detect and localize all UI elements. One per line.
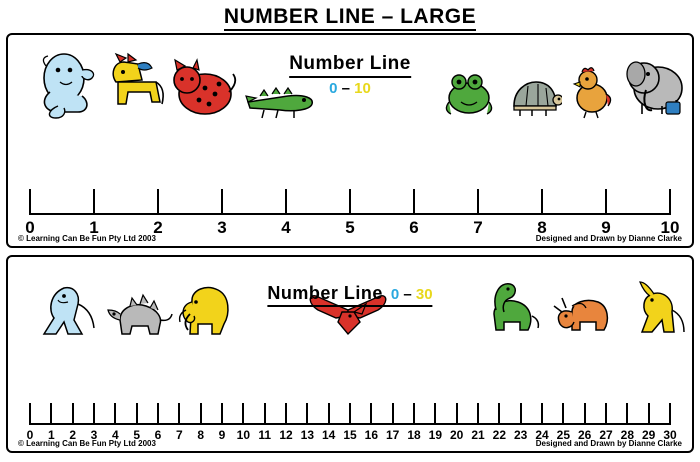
tick-mark xyxy=(178,403,180,425)
tick-label: 29 xyxy=(641,428,656,442)
tick-label: 9 xyxy=(218,428,226,442)
banner-range-low: 0 xyxy=(390,286,400,303)
tick-mark xyxy=(264,403,266,425)
banner-title: Number Line xyxy=(267,283,383,303)
tick-label: 3 xyxy=(90,428,98,442)
chicken-illustration xyxy=(568,64,616,120)
tick-mark xyxy=(328,403,330,425)
frog-illustration xyxy=(441,68,497,120)
tick-mark xyxy=(413,403,415,425)
tick-mark xyxy=(29,403,31,425)
banner-rule xyxy=(289,76,411,78)
brontosaurus-icon xyxy=(478,278,540,338)
number-line-0-10 xyxy=(8,185,692,240)
tick-marks xyxy=(30,185,670,215)
tick-label: 24 xyxy=(535,428,549,442)
tick-label: 18 xyxy=(407,428,421,442)
tick-label: 20 xyxy=(449,428,464,442)
banner-range xyxy=(289,80,411,97)
stegosaurus-illustration xyxy=(106,290,174,338)
tick-label: 4 xyxy=(281,218,291,237)
tick-label: 27 xyxy=(599,428,613,442)
tick-mark xyxy=(93,189,95,215)
tick-mark xyxy=(29,189,31,215)
elephant-icon xyxy=(624,52,690,120)
page-title xyxy=(0,0,700,33)
tick-mark xyxy=(669,189,671,215)
frog-icon xyxy=(441,68,497,120)
tick-mark xyxy=(456,403,458,425)
tick-mark xyxy=(370,403,372,425)
tick-label: 11 xyxy=(258,428,271,442)
tick-label: 17 xyxy=(385,428,400,442)
horse-icon xyxy=(108,52,170,120)
tick-mark xyxy=(285,403,287,425)
tick-mark xyxy=(157,403,159,425)
tick-mark xyxy=(626,403,628,425)
tick-label: 14 xyxy=(321,428,336,442)
tick-marks xyxy=(30,395,670,425)
chicken-icon xyxy=(568,64,616,120)
anteater-illustration xyxy=(34,48,100,120)
tick-mark xyxy=(413,189,415,215)
number-line-panel-0-10 xyxy=(6,33,694,248)
tick-mark xyxy=(541,403,543,425)
tick-mark xyxy=(285,189,287,215)
banner-inline xyxy=(267,283,432,304)
banner-range-dash: – xyxy=(341,80,350,97)
tick-mark xyxy=(306,403,308,425)
tick-label: 10 xyxy=(660,218,680,237)
tick-label: 6 xyxy=(409,218,419,237)
brontosaurus-illustration xyxy=(478,278,540,338)
copyright-text: © Learning Can Be Fun Pty Ltd 2003 xyxy=(18,234,156,243)
tick-mark xyxy=(200,403,202,425)
tick-label: 16 xyxy=(364,428,379,442)
tick-mark xyxy=(477,189,479,215)
tick-label: 5 xyxy=(345,218,355,237)
tick-mark xyxy=(72,403,74,425)
banner-0-30 xyxy=(267,283,432,309)
tick-label: 3 xyxy=(217,218,227,237)
tick-label: 7 xyxy=(473,218,483,237)
tick-label: 13 xyxy=(300,428,315,442)
tick-label: 25 xyxy=(556,428,571,442)
tick-label: 0 xyxy=(25,218,35,237)
tick-label: 1 xyxy=(89,218,99,237)
tick-label: 19 xyxy=(428,428,443,442)
elephant-illustration xyxy=(624,52,690,120)
mammoth-illustration xyxy=(176,280,238,338)
tick-label: 7 xyxy=(175,428,183,442)
tick-label: 8 xyxy=(537,218,547,237)
tick-mark xyxy=(669,403,671,425)
tick-label: 15 xyxy=(343,428,357,442)
tick-label: 30 xyxy=(663,428,677,442)
banner-title: Number Line xyxy=(289,53,411,74)
tick-mark xyxy=(242,403,244,425)
tick-mark xyxy=(392,403,394,425)
banner-range xyxy=(391,286,433,303)
tick-label: 8 xyxy=(197,428,204,442)
banner-rule xyxy=(267,305,432,307)
tick-mark xyxy=(93,403,95,425)
tick-label: 23 xyxy=(513,428,528,442)
tick-label: 12 xyxy=(279,428,293,442)
stegosaurus-icon xyxy=(106,290,174,338)
tick-mark xyxy=(434,403,436,425)
triceratops-illustration xyxy=(550,288,614,338)
tick-mark xyxy=(114,403,116,425)
tick-mark xyxy=(50,403,52,425)
tick-mark xyxy=(498,403,500,425)
panel-footer xyxy=(18,234,682,243)
tick-label: 6 xyxy=(154,428,162,442)
tyrannosaurus-icon xyxy=(38,276,98,338)
tyrannosaurus-illustration xyxy=(38,276,98,338)
parasaurolophus-icon xyxy=(630,276,688,338)
triceratops-icon xyxy=(550,288,614,338)
anteater-icon xyxy=(34,48,100,120)
tick-label: 4 xyxy=(111,428,119,442)
tortoise-icon xyxy=(506,74,562,120)
banner-range-dash: – xyxy=(403,286,412,303)
credit-text: Designed and Drawn by Dianne Clarke xyxy=(535,234,682,243)
tick-mark xyxy=(648,403,650,425)
tick-label: 1 xyxy=(47,428,55,442)
tick-mark xyxy=(584,403,586,425)
tick-mark xyxy=(157,189,159,215)
tick-mark xyxy=(605,189,607,215)
banner-range-high: 10 xyxy=(354,80,371,97)
tick-mark xyxy=(349,189,351,215)
horse-illustration xyxy=(108,52,170,120)
tick-label: 2 xyxy=(153,218,163,237)
credit-text: Designed and Drawn by Dianne Clarke xyxy=(535,439,682,448)
banner-range-low: 0 xyxy=(329,80,338,97)
tick-mark xyxy=(541,189,543,215)
tick-mark xyxy=(221,189,223,215)
tick-label: 2 xyxy=(69,428,76,442)
tick-mark xyxy=(477,403,479,425)
tick-mark xyxy=(605,403,607,425)
tick-mark xyxy=(349,403,351,425)
tick-label: 0 xyxy=(26,428,34,442)
number-line-panel-0-30 xyxy=(6,255,694,453)
panel-footer xyxy=(18,439,682,448)
mammoth-icon xyxy=(176,280,238,338)
tortoise-illustration xyxy=(506,74,562,120)
banner-0-10 xyxy=(289,53,411,97)
tick-label: 28 xyxy=(620,428,635,442)
tick-mark xyxy=(136,403,138,425)
tick-label: 5 xyxy=(133,428,140,442)
tick-label: 10 xyxy=(236,428,251,442)
copyright-text: © Learning Can Be Fun Pty Ltd 2003 xyxy=(18,439,156,448)
page-title-text: NUMBER LINE – LARGE xyxy=(224,5,476,31)
leopard-illustration xyxy=(171,54,237,120)
parasaurolophus-illustration xyxy=(630,276,688,338)
tick-mark xyxy=(520,403,522,425)
leopard-icon xyxy=(171,54,237,120)
tick-label: 21 xyxy=(471,428,485,442)
tick-label: 26 xyxy=(577,428,592,442)
banner-range-high: 30 xyxy=(415,286,433,303)
tick-mark xyxy=(221,403,223,425)
tick-mark xyxy=(562,403,564,425)
tick-label: 9 xyxy=(601,218,611,237)
tick-label: 22 xyxy=(492,428,507,442)
